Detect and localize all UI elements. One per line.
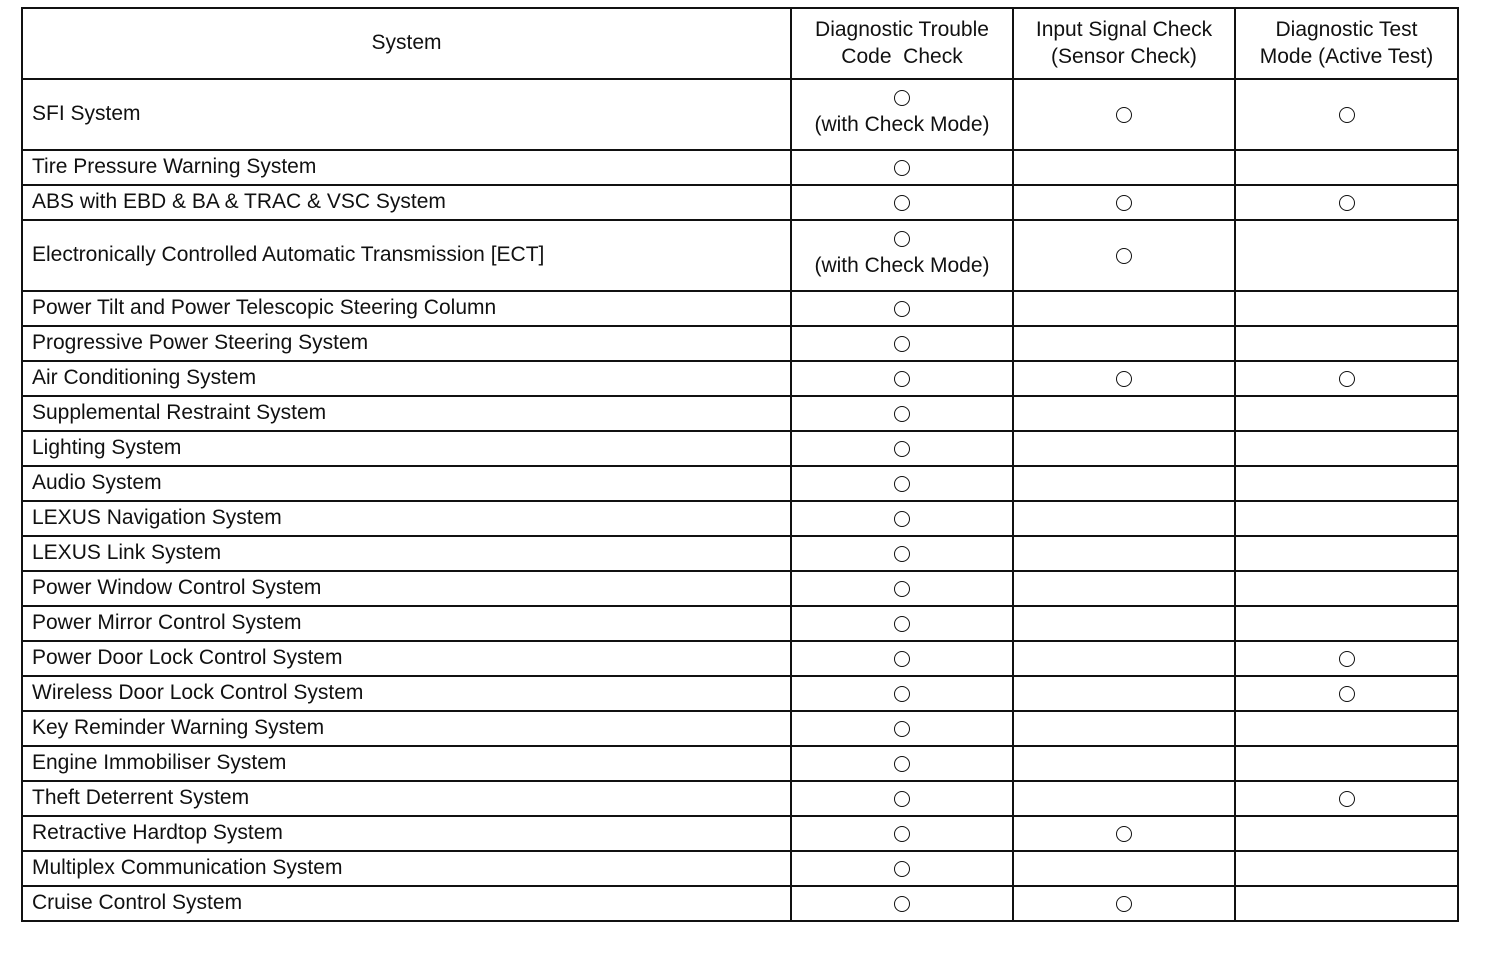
dtc-cell bbox=[791, 886, 1013, 921]
table-row bbox=[22, 746, 1458, 781]
active-cell bbox=[1235, 185, 1458, 220]
active-cell bbox=[1235, 886, 1458, 921]
dtc-cell bbox=[791, 571, 1013, 606]
circle-mark-icon bbox=[894, 756, 910, 772]
check-mode-note: (with Check Mode) bbox=[814, 113, 990, 137]
diagnostic-function-table bbox=[21, 7, 1459, 922]
table-row bbox=[22, 79, 1458, 150]
input-cell bbox=[1013, 220, 1235, 291]
table-row bbox=[22, 185, 1458, 220]
dtc-cell bbox=[791, 185, 1013, 220]
header-dtc-line1: Diagnostic Trouble bbox=[815, 18, 989, 42]
circle-mark-icon bbox=[1116, 248, 1132, 264]
circle-mark-icon bbox=[894, 791, 910, 807]
input-cell bbox=[1013, 361, 1235, 396]
circle-mark-icon bbox=[1116, 195, 1132, 211]
input-cell bbox=[1013, 291, 1235, 326]
circle-mark-icon bbox=[894, 896, 910, 912]
table-row bbox=[22, 851, 1458, 886]
table-row bbox=[22, 431, 1458, 466]
input-cell bbox=[1013, 606, 1235, 641]
header-dtc-check bbox=[791, 8, 1013, 79]
circle-mark-icon bbox=[894, 476, 910, 492]
circle-mark-icon bbox=[894, 721, 910, 737]
input-cell bbox=[1013, 150, 1235, 185]
active-cell bbox=[1235, 220, 1458, 291]
system-name-cell: Theft Deterrent System bbox=[22, 781, 791, 816]
table-row bbox=[22, 711, 1458, 746]
table-row bbox=[22, 816, 1458, 851]
system-name-cell: Progressive Power Steering System bbox=[22, 326, 791, 361]
table-row bbox=[22, 886, 1458, 921]
circle-mark-icon bbox=[894, 616, 910, 632]
input-cell bbox=[1013, 676, 1235, 711]
circle-mark-icon bbox=[894, 651, 910, 667]
input-cell bbox=[1013, 326, 1235, 361]
header-system-label: System bbox=[371, 31, 442, 55]
table-body bbox=[22, 79, 1458, 921]
dtc-cell bbox=[791, 816, 1013, 851]
system-name-cell: Multiplex Communication System bbox=[22, 851, 791, 886]
input-cell bbox=[1013, 185, 1235, 220]
header-input-line1: Input Signal Check bbox=[1035, 18, 1213, 42]
circle-mark-icon bbox=[1339, 371, 1355, 387]
table-row bbox=[22, 150, 1458, 185]
circle-mark-icon bbox=[1339, 195, 1355, 211]
dtc-cell bbox=[791, 291, 1013, 326]
system-name-cell: Power Window Control System bbox=[22, 571, 791, 606]
table-row bbox=[22, 220, 1458, 291]
active-cell bbox=[1235, 781, 1458, 816]
active-cell bbox=[1235, 431, 1458, 466]
table-row bbox=[22, 361, 1458, 396]
circle-mark-icon bbox=[894, 231, 910, 247]
table-row bbox=[22, 466, 1458, 501]
system-name-cell: Power Tilt and Power Telescopic Steering Column bbox=[22, 291, 791, 326]
dtc-cell bbox=[791, 606, 1013, 641]
table-row bbox=[22, 676, 1458, 711]
active-cell bbox=[1235, 606, 1458, 641]
active-cell bbox=[1235, 641, 1458, 676]
dtc-cell bbox=[791, 676, 1013, 711]
system-name-cell: Lighting System bbox=[22, 431, 791, 466]
circle-mark-icon bbox=[894, 160, 910, 176]
system-name-cell: Key Reminder Warning System bbox=[22, 711, 791, 746]
input-cell bbox=[1013, 641, 1235, 676]
input-cell bbox=[1013, 466, 1235, 501]
table-row bbox=[22, 291, 1458, 326]
table-row bbox=[22, 326, 1458, 361]
input-cell bbox=[1013, 886, 1235, 921]
active-cell bbox=[1235, 746, 1458, 781]
active-cell bbox=[1235, 291, 1458, 326]
system-name-cell: Audio System bbox=[22, 466, 791, 501]
circle-mark-icon bbox=[1339, 107, 1355, 123]
input-cell bbox=[1013, 431, 1235, 466]
system-name-cell: Air Conditioning System bbox=[22, 361, 791, 396]
header-input-line2: (Sensor Check) bbox=[1051, 44, 1197, 68]
active-cell bbox=[1235, 536, 1458, 571]
circle-mark-icon bbox=[894, 511, 910, 527]
circle-mark-icon bbox=[894, 406, 910, 422]
circle-mark-icon bbox=[894, 371, 910, 387]
header-input-signal-check bbox=[1013, 8, 1235, 79]
system-name-cell: Power Mirror Control System bbox=[22, 606, 791, 641]
active-cell bbox=[1235, 501, 1458, 536]
active-cell bbox=[1235, 361, 1458, 396]
system-name-cell: LEXUS Navigation System bbox=[22, 501, 791, 536]
system-name-cell: Engine Immobiliser System bbox=[22, 746, 791, 781]
circle-mark-icon bbox=[894, 861, 910, 877]
dtc-cell bbox=[791, 536, 1013, 571]
circle-mark-icon bbox=[1339, 686, 1355, 702]
active-cell bbox=[1235, 326, 1458, 361]
system-name-cell: Wireless Door Lock Control System bbox=[22, 676, 791, 711]
circle-mark-icon bbox=[894, 301, 910, 317]
system-name-cell: Retractive Hardtop System bbox=[22, 816, 791, 851]
input-cell bbox=[1013, 501, 1235, 536]
input-cell bbox=[1013, 781, 1235, 816]
header-active-line1: Diagnostic Test bbox=[1275, 18, 1418, 42]
header-system bbox=[22, 8, 791, 79]
circle-mark-icon bbox=[894, 826, 910, 842]
system-name-cell: Power Door Lock Control System bbox=[22, 641, 791, 676]
input-cell bbox=[1013, 396, 1235, 431]
circle-mark-icon bbox=[894, 441, 910, 457]
dtc-cell bbox=[791, 150, 1013, 185]
circle-mark-icon bbox=[1339, 651, 1355, 667]
dtc-cell bbox=[791, 396, 1013, 431]
active-cell bbox=[1235, 711, 1458, 746]
dtc-cell bbox=[791, 361, 1013, 396]
dtc-cell bbox=[791, 466, 1013, 501]
dtc-cell bbox=[791, 641, 1013, 676]
input-cell bbox=[1013, 536, 1235, 571]
dtc-cell bbox=[791, 326, 1013, 361]
circle-mark-icon bbox=[1116, 107, 1132, 123]
table-row bbox=[22, 536, 1458, 571]
circle-mark-icon bbox=[894, 686, 910, 702]
header-active-line2: Mode (Active Test) bbox=[1259, 44, 1434, 68]
circle-mark-icon bbox=[894, 546, 910, 562]
circle-mark-icon bbox=[1116, 371, 1132, 387]
table-row bbox=[22, 571, 1458, 606]
circle-mark-icon bbox=[1339, 791, 1355, 807]
table-row bbox=[22, 606, 1458, 641]
table-row bbox=[22, 396, 1458, 431]
dtc-cell bbox=[791, 501, 1013, 536]
active-cell bbox=[1235, 676, 1458, 711]
dtc-cell bbox=[791, 431, 1013, 466]
dtc-cell bbox=[791, 746, 1013, 781]
circle-mark-icon bbox=[894, 336, 910, 352]
dtc-cell bbox=[791, 851, 1013, 886]
header-dtc-line2: Code Check bbox=[841, 44, 963, 68]
table-header-row bbox=[22, 8, 1458, 79]
dtc-cell bbox=[791, 79, 1013, 150]
dtc-cell bbox=[791, 781, 1013, 816]
input-cell bbox=[1013, 816, 1235, 851]
active-cell bbox=[1235, 571, 1458, 606]
circle-mark-icon bbox=[894, 581, 910, 597]
system-name-cell: Electronically Controlled Automatic Transmission [ECT] bbox=[22, 220, 791, 291]
input-cell bbox=[1013, 571, 1235, 606]
dtc-cell bbox=[791, 711, 1013, 746]
active-cell bbox=[1235, 396, 1458, 431]
header-active-test bbox=[1235, 8, 1458, 79]
circle-mark-icon bbox=[894, 195, 910, 211]
circle-mark-icon bbox=[1116, 826, 1132, 842]
input-cell bbox=[1013, 711, 1235, 746]
active-cell bbox=[1235, 816, 1458, 851]
table-row bbox=[22, 501, 1458, 536]
table-row bbox=[22, 781, 1458, 816]
input-cell bbox=[1013, 79, 1235, 150]
system-name-cell: LEXUS Link System bbox=[22, 536, 791, 571]
active-cell bbox=[1235, 466, 1458, 501]
active-cell bbox=[1235, 79, 1458, 150]
circle-mark-icon bbox=[1116, 896, 1132, 912]
circle-mark-icon bbox=[894, 90, 910, 106]
system-name-cell: Cruise Control System bbox=[22, 886, 791, 921]
table-row bbox=[22, 641, 1458, 676]
system-name-cell: ABS with EBD & BA & TRAC & VSC System bbox=[22, 185, 791, 220]
active-cell bbox=[1235, 150, 1458, 185]
dtc-cell bbox=[791, 220, 1013, 291]
system-name-cell: Tire Pressure Warning System bbox=[22, 150, 791, 185]
check-mode-note: (with Check Mode) bbox=[814, 254, 990, 278]
system-name-cell: SFI System bbox=[22, 79, 791, 150]
input-cell bbox=[1013, 851, 1235, 886]
input-cell bbox=[1013, 746, 1235, 781]
active-cell bbox=[1235, 851, 1458, 886]
system-name-cell: Supplemental Restraint System bbox=[22, 396, 791, 431]
